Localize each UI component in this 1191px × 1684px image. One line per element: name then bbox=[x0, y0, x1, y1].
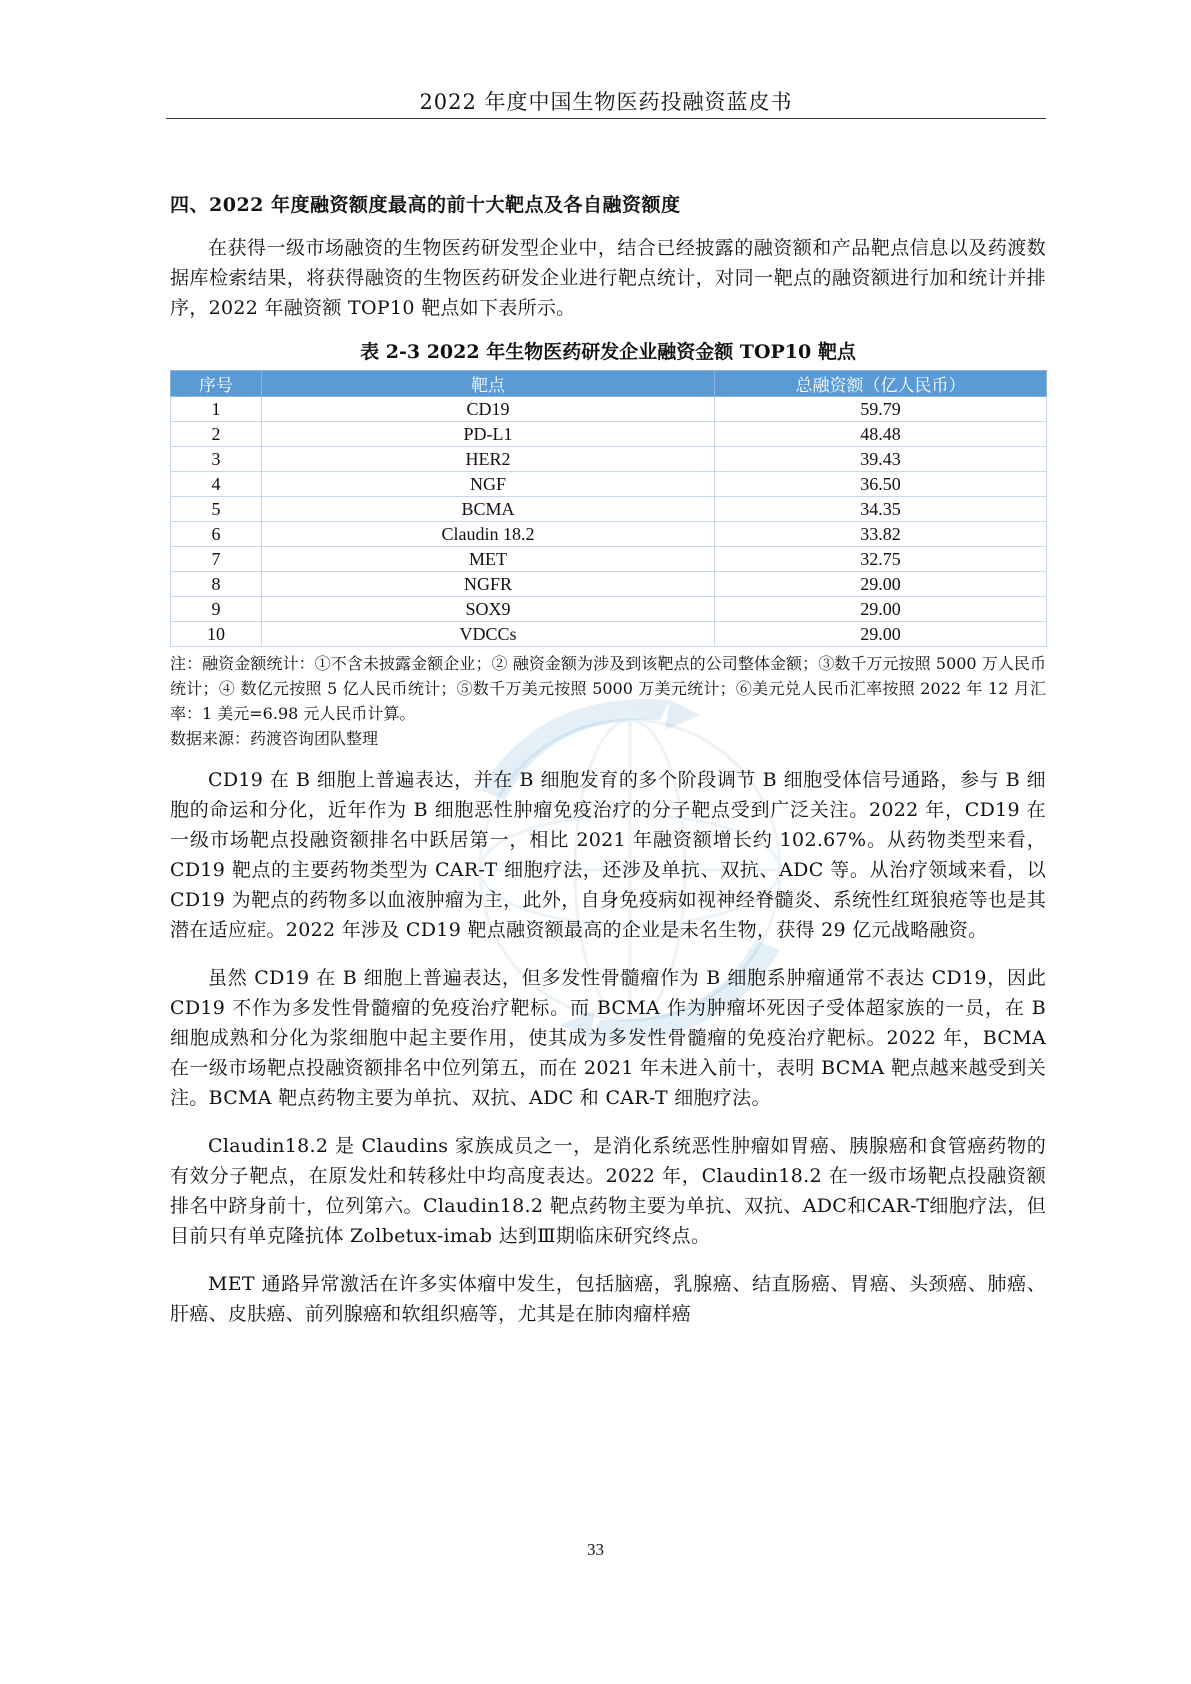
cell-target: NGF bbox=[262, 472, 715, 497]
table-row bbox=[171, 472, 1047, 497]
top10-targets-table bbox=[170, 370, 1047, 647]
cell-amount: 29.00 bbox=[715, 572, 1047, 597]
cell-target: VDCCs bbox=[262, 622, 715, 647]
cell-amount: 48.48 bbox=[715, 422, 1047, 447]
running-header: 2022 年度中国生物医药投融资蓝皮书 bbox=[419, 90, 793, 114]
cell-rank: 9 bbox=[171, 597, 262, 622]
cell-rank: 1 bbox=[171, 397, 262, 422]
cell-rank: 5 bbox=[171, 497, 262, 522]
cell-amount: 36.50 bbox=[715, 472, 1047, 497]
cell-amount: 29.00 bbox=[715, 597, 1047, 622]
cell-rank: 3 bbox=[171, 447, 262, 472]
page-content bbox=[170, 190, 1046, 1329]
header-rank: 序号 bbox=[171, 371, 262, 397]
cell-amount: 32.75 bbox=[715, 547, 1047, 572]
table-row bbox=[171, 397, 1047, 422]
cell-rank: 4 bbox=[171, 472, 262, 497]
table-row bbox=[171, 572, 1047, 597]
data-source: 数据来源：药渡咨询团队整理 bbox=[170, 729, 379, 748]
table-row bbox=[171, 547, 1047, 572]
cell-target: HER2 bbox=[262, 447, 715, 472]
table-row bbox=[171, 597, 1047, 622]
table-row bbox=[171, 522, 1047, 547]
cell-target: BCMA bbox=[262, 497, 715, 522]
cell-rank: 2 bbox=[171, 422, 262, 447]
table-caption: 表 2-3 2022 年生物医药研发企业融资金额 TOP10 靶点 bbox=[360, 341, 856, 363]
page-number: 33 bbox=[587, 1540, 604, 1559]
table-row bbox=[171, 622, 1047, 647]
cell-target: PD-L1 bbox=[262, 422, 715, 447]
paragraph-cd19: CD19 在 B 细胞上普遍表达，并在 B 细胞发育的多个阶段调节 B 细胞受体信号通路，参与 B 细胞的命运和分化，近年作为 B 细胞恶性肿瘤免疫治疗的分子靶点受到广泛关注。2022 年，CD19 在一级市场靶点投融资额排名中跃居第一，相比 2021 年融资额增长约 102.67%。从药物类型来看，CD19 靶点的主要药物类型为 CAR-T 细胞疗法，还涉及单抗、双抗、ADC 等。从治疗领域来看，以 CD19 为靶点的药物多以血液肿瘤为主，此外，自身免疫病如视神经脊髓炎、系统性红斑狼疮等也是其潜在适应症。2022 年涉及 CD19 靶点融资额最高的企业是未名生物，获得 29 亿元战略融资。 bbox=[170, 769, 1046, 941]
cell-amount: 59.79 bbox=[715, 397, 1047, 422]
paragraph-bcma: 虽然 CD19 在 B 细胞上普遍表达，但多发性骨髓瘤作为 B 细胞系肿瘤通常不表达 CD19，因此 CD19 不作为多发性骨髓瘤的免疫治疗靶标。而 BCMA 作为肿瘤坏死因子受体超家族的一员，在 B 细胞成熟和分化为浆细胞中起主要作用，使其成为多发性骨髓瘤的免疫治疗靶标。2022 年，BCMA 在一级市场靶点投融资额排名中位列第五，而在 2021 年未进入前十，表明 BCMA 靶点越来越受到关注。BCMA 靶点药物主要为单抗、双抗、ADC 和 CAR-T 细胞疗法。 bbox=[170, 967, 1046, 1109]
cell-target: NGFR bbox=[262, 572, 715, 597]
cell-target: Claudin 18.2 bbox=[262, 522, 715, 547]
cell-rank: 10 bbox=[171, 622, 262, 647]
cell-amount: 29.00 bbox=[715, 622, 1047, 647]
cell-target: SOX9 bbox=[262, 597, 715, 622]
cell-amount: 33.82 bbox=[715, 522, 1047, 547]
header-divider bbox=[166, 118, 1046, 119]
cell-target: MET bbox=[262, 547, 715, 572]
cell-amount: 39.43 bbox=[715, 447, 1047, 472]
cell-rank: 8 bbox=[171, 572, 262, 597]
paragraph-claudin: Claudin18.2 是 Claudins 家族成员之一，是消化系统恶性肿瘤如胃癌、胰腺癌和食管癌药物的有效分子靶点，在原发灶和转移灶中均高度表达。2022 年，Claudin18.2 在一级市场靶点投融资额排名中跻身前十，位列第六。Claudin18.2 靶点药物主要为单抗、双抗、ADC和CAR-T细胞疗法，但目前只有单克隆抗体 Zolbetux-imab 达到Ⅲ期临床研究终点。 bbox=[170, 1135, 1046, 1247]
table-note: 注：融资金额统计：①不含未披露金额企业；② 融资金额为涉及到该靶点的公司整体金额；③数千万元按照 5000 万人民币统计；④ 数亿元按照 5 亿人民币统计；⑤数千万美元按照 5000 万美元统计；⑥美元兑人民币汇率按照 2022 年 12 月汇率：1 美元=6.98 元人民币计算。 bbox=[170, 654, 1046, 723]
intro-paragraph: 在获得一级市场融资的生物医药研发型企业中，结合已经披露的融资额和产品靶点信息以及药渡数据库检索结果，将获得融资的生物医药研发企业进行靶点统计，对同一靶点的融资额进行加和统计并排序，2022 年融资额 TOP10 靶点如下表所示。 bbox=[170, 237, 1046, 319]
paragraph-met: MET 通路异常激活在许多实体瘤中发生，包括脑癌，乳腺癌、结直肠癌、胃癌、头颈癌、肺癌、肝癌、皮肤癌、前列腺癌和软组织癌等，尤其是在肺肉瘤样癌 bbox=[170, 1273, 1046, 1325]
header-target: 靶点 bbox=[262, 371, 715, 397]
table-row bbox=[171, 447, 1047, 472]
section-title: 四、2022 年度融资额度最高的前十大靶点及各自融资额度 bbox=[170, 194, 681, 216]
table-row bbox=[171, 422, 1047, 447]
cell-amount: 34.35 bbox=[715, 497, 1047, 522]
table-header-row bbox=[171, 371, 1047, 397]
header-amount: 总融资额（亿人民币） bbox=[715, 371, 1047, 397]
cell-rank: 6 bbox=[171, 522, 262, 547]
cell-target: CD19 bbox=[262, 397, 715, 422]
cell-rank: 7 bbox=[171, 547, 262, 572]
table-row bbox=[171, 497, 1047, 522]
